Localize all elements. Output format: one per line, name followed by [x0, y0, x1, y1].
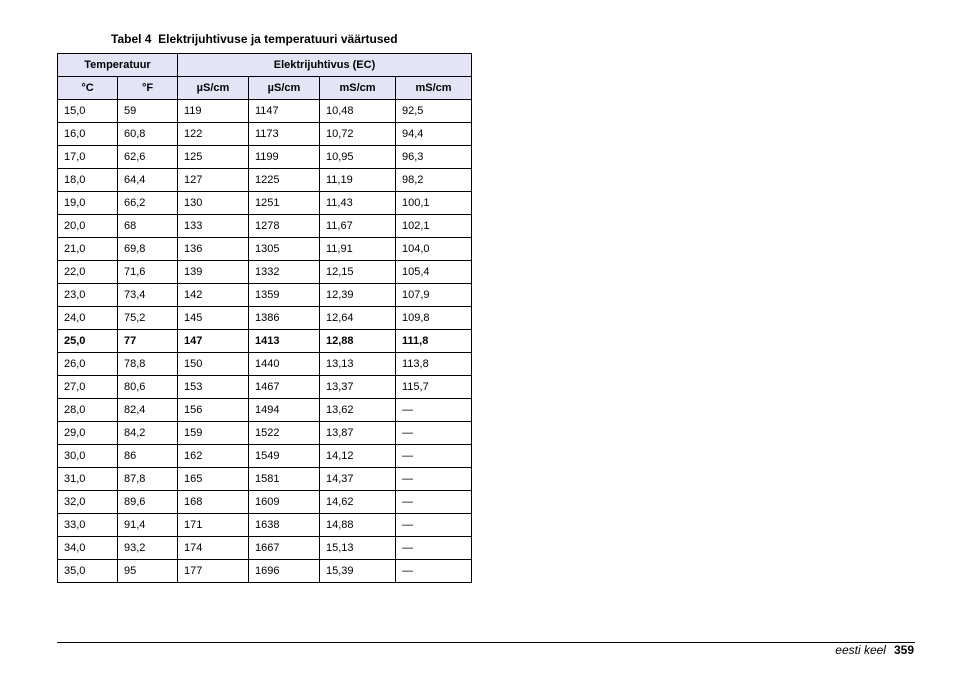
table-cell: 156	[178, 399, 249, 422]
column-header: µS/cm	[249, 77, 320, 100]
table-cell: 107,9	[396, 284, 472, 307]
table-cell: 105,4	[396, 261, 472, 284]
table-cell: 13,37	[320, 376, 396, 399]
table-cell: 80,6	[118, 376, 178, 399]
table-cell: 168	[178, 491, 249, 514]
table-cell: 98,2	[396, 169, 472, 192]
table-row	[58, 514, 472, 537]
table-cell: 142	[178, 284, 249, 307]
table-cell: 11,91	[320, 238, 396, 261]
table-cell: 1638	[249, 514, 320, 537]
table-cell: 1305	[249, 238, 320, 261]
table-cell: 20,0	[58, 215, 118, 238]
table-cell: 95	[118, 560, 178, 583]
table-cell: 122	[178, 123, 249, 146]
table-cell: 1173	[249, 123, 320, 146]
table-cell: 1225	[249, 169, 320, 192]
table-cell: 28,0	[58, 399, 118, 422]
table-cell: 23,0	[58, 284, 118, 307]
table-cell: 35,0	[58, 560, 118, 583]
table-cell: 133	[178, 215, 249, 238]
table-cell: 171	[178, 514, 249, 537]
table-cell: 11,19	[320, 169, 396, 192]
table-cell: 11,67	[320, 215, 396, 238]
table-cell: 153	[178, 376, 249, 399]
table-cell: 31,0	[58, 468, 118, 491]
conductivity-temperature-table	[57, 53, 472, 583]
table-cell: 32,0	[58, 491, 118, 514]
table-cell: 1667	[249, 537, 320, 560]
table-cell: 12,88	[320, 330, 396, 353]
table-cell: 12,15	[320, 261, 396, 284]
table-row	[58, 491, 472, 514]
table-cell: 111,8	[396, 330, 472, 353]
table-cell: 150	[178, 353, 249, 376]
table-row	[58, 146, 472, 169]
table-cell: 1359	[249, 284, 320, 307]
footer-language: eesti keel	[835, 643, 886, 657]
table-cell: 1199	[249, 146, 320, 169]
table-cell: 1332	[249, 261, 320, 284]
table-cell: 174	[178, 537, 249, 560]
table-cell: —	[396, 445, 472, 468]
table-cell: 66,2	[118, 192, 178, 215]
table-cell: 1696	[249, 560, 320, 583]
table-cell: 115,7	[396, 376, 472, 399]
table-row	[58, 376, 472, 399]
table-cell: 177	[178, 560, 249, 583]
table-cell: 1278	[249, 215, 320, 238]
table-cell: —	[396, 422, 472, 445]
table-cell: 82,4	[118, 399, 178, 422]
table-cell: 24,0	[58, 307, 118, 330]
table-row	[58, 422, 472, 445]
group-header-row	[58, 54, 472, 77]
table-cell: 87,8	[118, 468, 178, 491]
table-cell: 69,8	[118, 238, 178, 261]
table-cell: 33,0	[58, 514, 118, 537]
table-cell: 21,0	[58, 238, 118, 261]
column-header: µS/cm	[178, 77, 249, 100]
table-cell: 75,2	[118, 307, 178, 330]
unit-header-row	[58, 77, 472, 100]
table-cell: 84,2	[118, 422, 178, 445]
table-cell: 12,39	[320, 284, 396, 307]
table-cell: 10,95	[320, 146, 396, 169]
table-cell: 11,43	[320, 192, 396, 215]
table-cell: 159	[178, 422, 249, 445]
table-cell: 136	[178, 238, 249, 261]
table-cell: 13,62	[320, 399, 396, 422]
table-cell: 27,0	[58, 376, 118, 399]
table-cell: 130	[178, 192, 249, 215]
table-cell: 26,0	[58, 353, 118, 376]
table-cell: 13,87	[320, 422, 396, 445]
table-cell: 96,3	[396, 146, 472, 169]
table-cell: 15,13	[320, 537, 396, 560]
table-cell: 19,0	[58, 192, 118, 215]
table-cell: 14,62	[320, 491, 396, 514]
table-cell: —	[396, 514, 472, 537]
table-cell: —	[396, 560, 472, 583]
table-cell: 165	[178, 468, 249, 491]
table-row	[58, 445, 472, 468]
table-cell: 13,13	[320, 353, 396, 376]
table-cell: 78,8	[118, 353, 178, 376]
table-cell: 10,72	[320, 123, 396, 146]
table-cell: 14,12	[320, 445, 396, 468]
table-caption: Tabel 4 Elektrijuhtivuse ja temperatuuri väärtused	[111, 32, 398, 46]
group-header-temperature: Temperatuur	[58, 54, 178, 77]
table-cell: 25,0	[58, 330, 118, 353]
table-cell: 71,6	[118, 261, 178, 284]
table-row	[58, 261, 472, 284]
table-cell: 15,39	[320, 560, 396, 583]
table-cell: 59	[118, 100, 178, 123]
table-cell: —	[396, 399, 472, 422]
table-cell: 145	[178, 307, 249, 330]
group-header-conductivity: Elektrijuhtivus (EC)	[178, 54, 472, 77]
table-cell: 1251	[249, 192, 320, 215]
table-cell: 60,8	[118, 123, 178, 146]
table-row	[58, 307, 472, 330]
column-header: mS/cm	[320, 77, 396, 100]
table-cell: 94,4	[396, 123, 472, 146]
table-cell: 16,0	[58, 123, 118, 146]
table-cell: 68	[118, 215, 178, 238]
table-cell: 1440	[249, 353, 320, 376]
table-cell: 17,0	[58, 146, 118, 169]
table-cell: 73,4	[118, 284, 178, 307]
table-cell: 139	[178, 261, 249, 284]
table-row	[58, 169, 472, 192]
table-cell: 1522	[249, 422, 320, 445]
table-cell: 1549	[249, 445, 320, 468]
table-cell: 102,1	[396, 215, 472, 238]
table-cell: 77	[118, 330, 178, 353]
footer-divider	[57, 642, 915, 643]
table-cell: 93,2	[118, 537, 178, 560]
page-footer	[835, 643, 914, 657]
table-cell: 1386	[249, 307, 320, 330]
table-row	[58, 238, 472, 261]
table-cell: 30,0	[58, 445, 118, 468]
table-row	[58, 560, 472, 583]
table-row	[58, 399, 472, 422]
table-cell: 18,0	[58, 169, 118, 192]
table-cell: 14,88	[320, 514, 396, 537]
column-header: °C	[58, 77, 118, 100]
table-cell: —	[396, 537, 472, 560]
table-row	[58, 100, 472, 123]
table-cell: 91,4	[118, 514, 178, 537]
table-cell: 29,0	[58, 422, 118, 445]
table-cell: 86	[118, 445, 178, 468]
table-cell: 162	[178, 445, 249, 468]
table-cell: 12,64	[320, 307, 396, 330]
table-cell: —	[396, 468, 472, 491]
table-cell: —	[396, 491, 472, 514]
table-row	[58, 192, 472, 215]
table-row	[58, 330, 472, 353]
table-cell: 147	[178, 330, 249, 353]
table-cell: 127	[178, 169, 249, 192]
page-number: 359	[893, 643, 914, 657]
table-row	[58, 537, 472, 560]
table-cell: 100,1	[396, 192, 472, 215]
table-row	[58, 468, 472, 491]
table-cell: 119	[178, 100, 249, 123]
table-cell: 1147	[249, 100, 320, 123]
table-cell: 1581	[249, 468, 320, 491]
table-cell: 1467	[249, 376, 320, 399]
table-cell: 14,37	[320, 468, 396, 491]
table-cell: 92,5	[396, 100, 472, 123]
table-row	[58, 284, 472, 307]
table-row	[58, 353, 472, 376]
table-cell: 113,8	[396, 353, 472, 376]
column-header: °F	[118, 77, 178, 100]
table-cell: 64,4	[118, 169, 178, 192]
table-cell: 34,0	[58, 537, 118, 560]
table-cell: 1413	[249, 330, 320, 353]
table-cell: 10,48	[320, 100, 396, 123]
table-cell: 62,6	[118, 146, 178, 169]
table-cell: 1494	[249, 399, 320, 422]
table-cell: 89,6	[118, 491, 178, 514]
table-cell: 1609	[249, 491, 320, 514]
column-header: mS/cm	[396, 77, 472, 100]
table-cell: 109,8	[396, 307, 472, 330]
table-body	[58, 100, 472, 583]
table-cell: 125	[178, 146, 249, 169]
table-cell: 22,0	[58, 261, 118, 284]
table-row	[58, 215, 472, 238]
table-cell: 15,0	[58, 100, 118, 123]
table-cell: 104,0	[396, 238, 472, 261]
table-row	[58, 123, 472, 146]
